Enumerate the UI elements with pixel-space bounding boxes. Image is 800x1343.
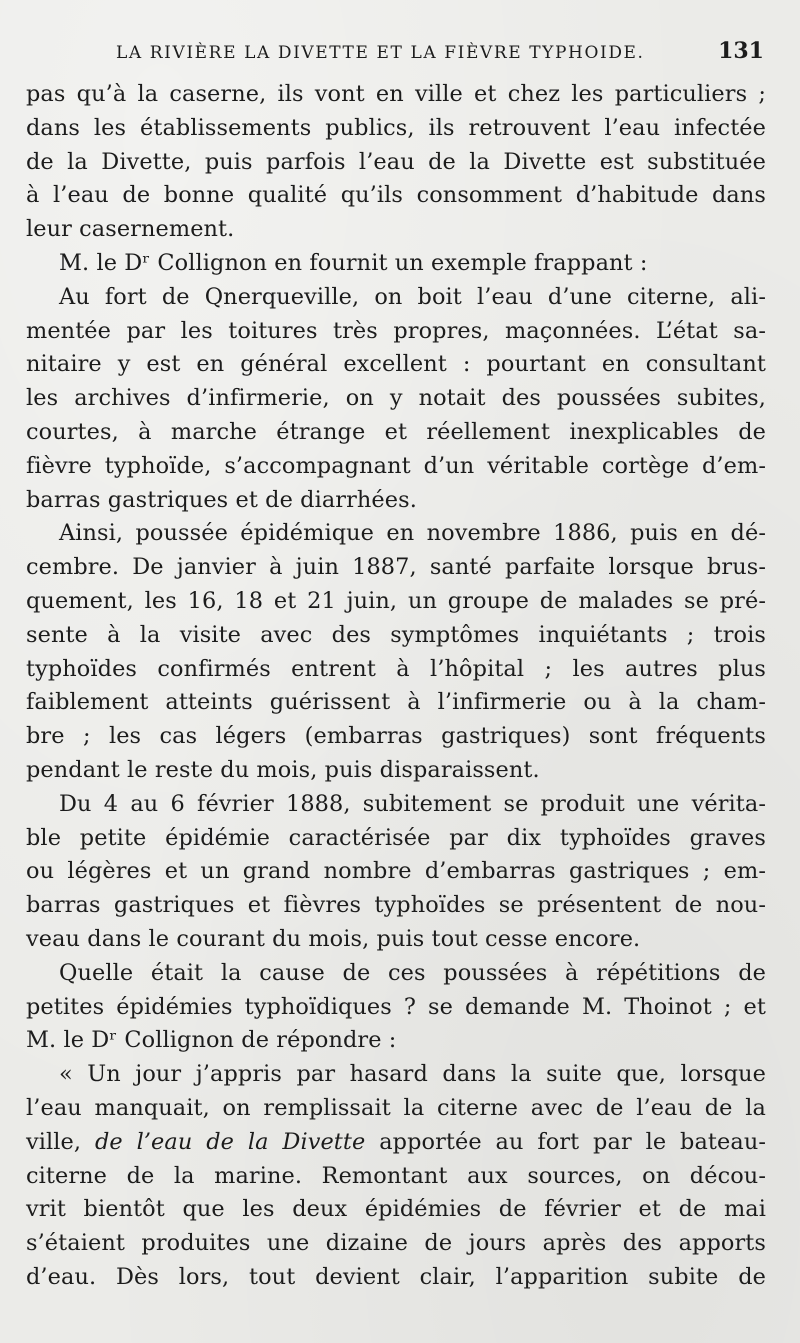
- text-segment: ville,: [26, 1128, 95, 1155]
- text-line: l’eau manquait, on remplissait la citerne avec de l’eau de la: [26, 1094, 766, 1121]
- text-line: les archives d’infirmerie, on y notait des poussées subites,: [26, 385, 766, 412]
- text-line: M. le Dʳ Collignon en fournit un exemple frappant :: [59, 249, 648, 276]
- text-line: d’eau. Dès lors, tout devient clair, l’apparition subite de: [26, 1263, 766, 1290]
- text-line: faiblement atteints guérissent à l’infirmerie ou à la cham-: [26, 689, 766, 716]
- text-line: Au fort de Qnerqueville, on boit l’eau d’une citerne, ali-: [59, 283, 766, 310]
- text-line: typhoïdes confirmés entrent à l’hôpital ; les autres plus: [26, 655, 766, 682]
- text-line: sente à la visite avec des symptômes inquiétants ; trois: [26, 621, 766, 648]
- text-line: M. le Dʳ Collignon de répondre :: [26, 1027, 397, 1054]
- text-line: quement, les 16, 18 et 21 juin, un groupe de malades se pré-: [26, 587, 766, 614]
- text-line: pendant le reste du mois, puis disparaissent.: [26, 756, 540, 783]
- text-line: fièvre typhoïde, s’accompagnant d’un véritable cortège d’em-: [26, 452, 766, 479]
- text-line: à l’eau de bonne qualité qu’ils consomment d’habitude dans: [26, 182, 766, 209]
- page-number: 131: [718, 38, 764, 64]
- text-line: Quelle était la cause de ces poussées à répétitions de: [59, 959, 766, 986]
- text-line: citerne de la marine. Remontant aux sources, on décou-: [26, 1162, 766, 1189]
- text-line: pas qu’à la caserne, ils vont en ville et chez les particuliers ;: [26, 81, 766, 107]
- text-line: courtes, à marche étrange et réellement inexplicables de: [26, 418, 766, 445]
- text-segment: apportée au fort par le bateau-: [365, 1128, 767, 1155]
- page-header: [26, 38, 766, 70]
- text-line: petites épidémies typhoïdiques ? se demande M. Thoinot ; et: [26, 993, 766, 1020]
- text-line: veau dans le courant du mois, puis tout cesse encore.: [26, 925, 641, 952]
- text-line: Du 4 au 6 février 1888, subitement se produit une vérita-: [59, 790, 766, 817]
- text-line: [26, 1126, 766, 1160]
- text-line: barras gastriques et fièvres typhoïdes se présentent de nou-: [26, 892, 766, 919]
- text-line: bre ; les cas légers (embarras gastriques) sont fréquents: [26, 723, 766, 750]
- text-line: ble petite épidémie caractérisée par dix typhoïdes graves: [26, 824, 766, 851]
- text-line: mentée par les toitures très propres, maçonnées. L’état sa-: [26, 317, 766, 344]
- text-line: « Un jour j’appris par hasard dans la suite que, lorsque: [59, 1061, 766, 1088]
- body-text: [26, 78, 766, 1295]
- text-line: nitaire y est en général excellent : pourtant en consultant: [26, 351, 766, 378]
- text-line: ou légères et un grand nombre d’embarras gastriques ; em-: [26, 858, 766, 885]
- text-line: leur casernement.: [26, 216, 235, 243]
- text-line: cembre. De janvier à juin 1887, santé parfaite lorsque brus-: [26, 554, 766, 581]
- text-line: vrit bientôt que les deux épidémies de février et de mai: [26, 1196, 766, 1223]
- text-line: dans les établissements publics, ils retrouvent l’eau infectée: [26, 114, 766, 141]
- text-line: barras gastriques et de diarrhées.: [26, 486, 417, 513]
- text-line: de la Divette, puis parfois l’eau de la Divette est substituée: [26, 148, 766, 175]
- italic-phrase: de l’eau de la Divette: [94, 1128, 366, 1155]
- text-line: s’étaient produites une dizaine de jours après des apports: [26, 1230, 766, 1257]
- text-line: Ainsi, poussée épidémique en novembre 1886, puis en dé-: [59, 520, 766, 547]
- running-head: LA RIVIÈRE LA DIVETTE ET LA FIÈVRE TYPHOIDE.: [116, 43, 645, 63]
